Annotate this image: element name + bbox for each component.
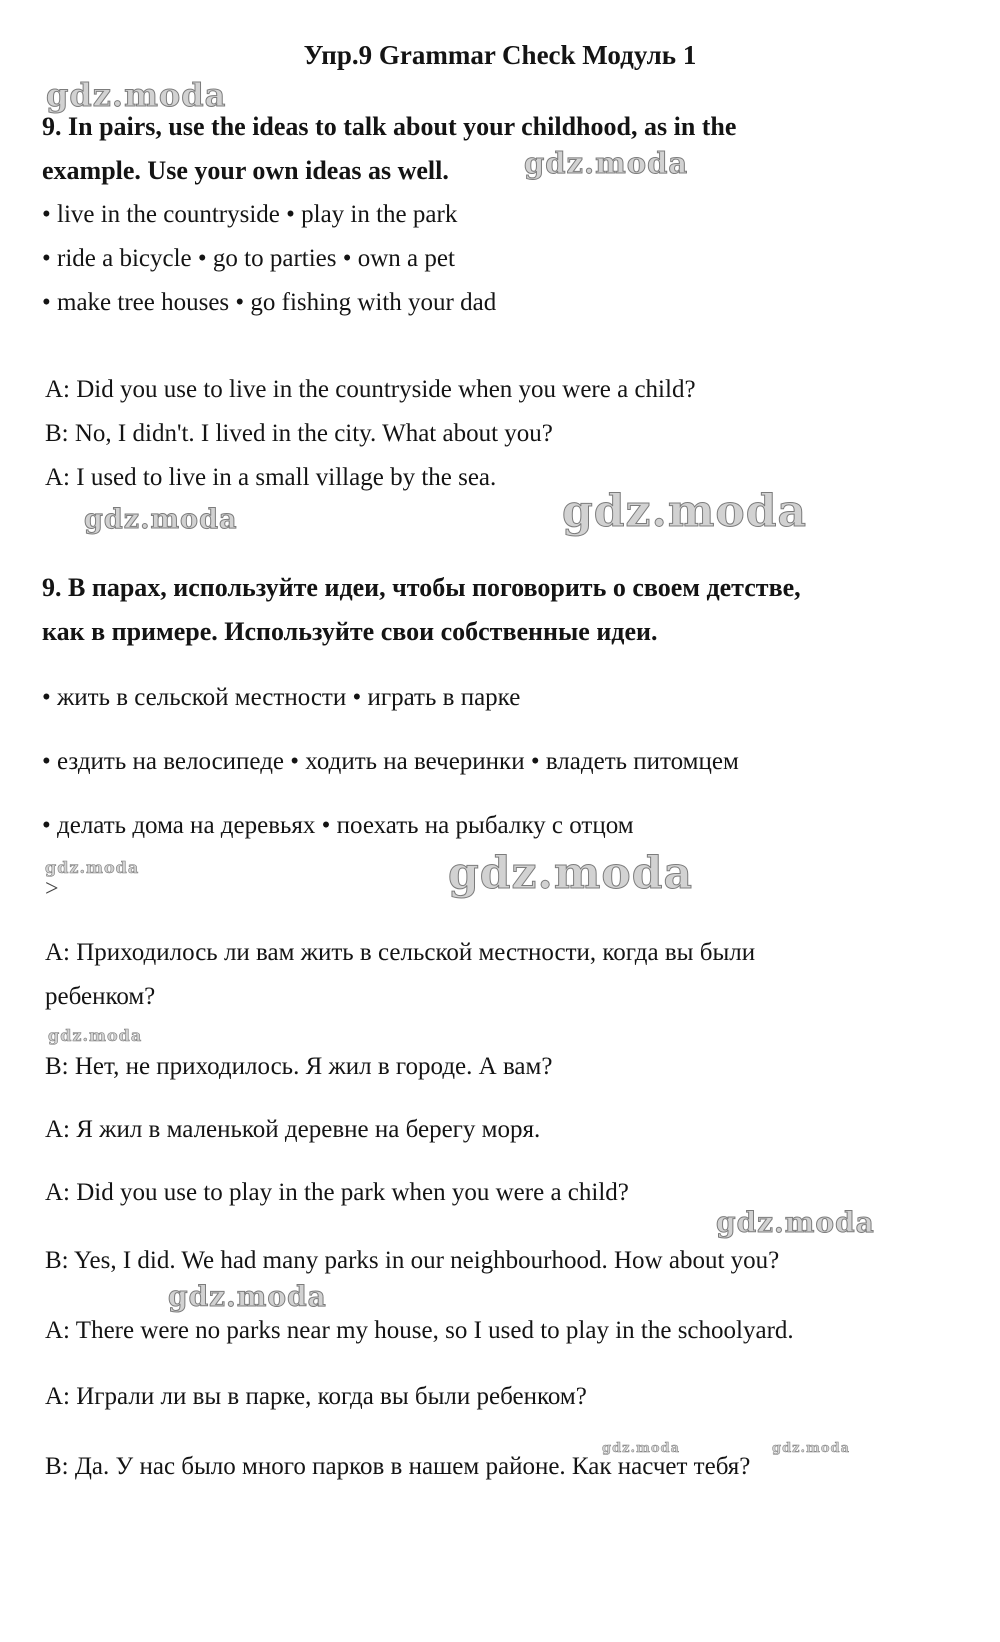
- task-ru-bullet-1: • жить в сельской местности • играть в парке: [42, 684, 521, 711]
- dialogue-en1-line-c: A: I used to live in a small village by the sea.: [45, 464, 497, 491]
- dialogue-en2-line-a: A: Did you use to play in the park when you were a child?: [45, 1179, 629, 1206]
- watermark: gdz.moda: [46, 76, 227, 114]
- dialogue-en1-line-a: A: Did you use to live in the countryside when you were a child?: [45, 376, 696, 403]
- dialogue-ru1-line-a2: ребенком?: [45, 983, 156, 1010]
- watermark: gdz.moda: [448, 848, 694, 899]
- dialogue-ru2-line-b: B: Да. У нас было много парков в нашем районе. Как насчет тебя?: [45, 1453, 751, 1480]
- task-ru-bullet-3: • делать дома на деревьях • поехать на рыбалку с отцом: [42, 812, 634, 839]
- task-ru-bullet-2: • ездить на велосипеде • ходить на вечеринки • владеть питомцем: [42, 748, 739, 775]
- dialogue-ru1-line-c: A: Я жил в маленькой деревне на берегу моря.: [45, 1116, 541, 1143]
- watermark: gdz.moda: [45, 858, 140, 877]
- dialogue-en1-line-b: B: No, I didn't. I lived in the city. What about you?: [45, 420, 553, 447]
- watermark: gdz.moda: [562, 486, 808, 537]
- task-ru-heading-line-2: как в примере. Используйте свои собственные идеи.: [42, 617, 658, 646]
- task-en-bullet-1: • live in the countryside • play in the park: [42, 201, 458, 228]
- caret-mark: >: [45, 876, 59, 902]
- task-en-bullet-2: • ride a bicycle • go to parties • own a pet: [42, 245, 455, 272]
- dialogue-ru2-line-a: A: Играли ли вы в парке, когда вы были ребенком?: [45, 1383, 587, 1410]
- watermark: gdz.moda: [772, 1441, 851, 1456]
- watermark: gdz.moda: [716, 1206, 875, 1239]
- task-en-heading-line-1: 9. In pairs, use the ideas to talk about your childhood, as in the: [42, 112, 737, 141]
- task-ru-heading-line-1: 9. В парах, используйте идеи, чтобы поговорить о своем детстве,: [42, 573, 801, 602]
- watermark: gdz.moda: [524, 146, 689, 180]
- watermark: gdz.moda: [48, 1026, 143, 1045]
- page-title: Упр.9 Grammar Check Модуль 1: [303, 40, 697, 70]
- watermark: gdz.moda: [602, 1441, 681, 1456]
- dialogue-ru1-line-a1: A: Приходилось ли вам жить в сельской местности, когда вы были: [45, 939, 756, 966]
- watermark: gdz.moda: [168, 1280, 327, 1313]
- dialogue-ru1-line-b: B: Нет, не приходилось. Я жил в городе. А вам?: [45, 1053, 553, 1080]
- dialogue-en2-line-c: A: There were no parks near my house, so I used to play in the schoolyard.: [45, 1317, 794, 1344]
- task-en-heading-line-2: example. Use your own ideas as well.: [42, 156, 449, 185]
- watermark: gdz.moda: [84, 504, 238, 535]
- dialogue-en2-line-b: B: Yes, I did. We had many parks in our neighbourhood. How about you?: [45, 1247, 780, 1274]
- task-en-bullet-3: • make tree houses • go fishing with your dad: [42, 289, 497, 316]
